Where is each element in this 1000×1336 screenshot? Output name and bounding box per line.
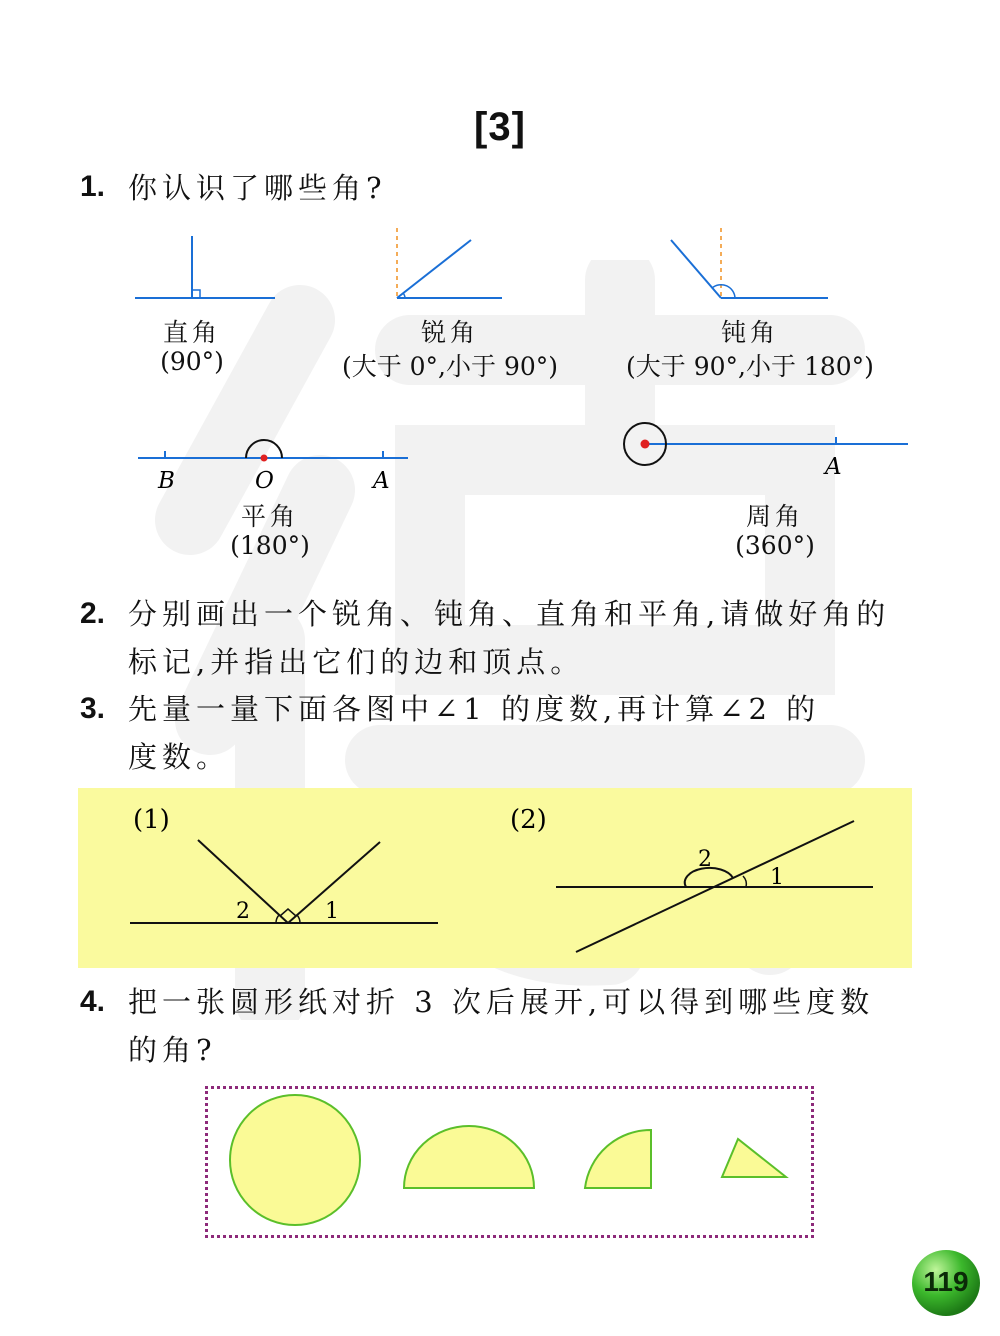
question-2-line-2: 标记,并指出它们的边和顶点。 [128,645,585,679]
question-4-line-2: 的角? [128,1033,217,1067]
eighth-circle-paper [722,1139,786,1177]
right-angle-figure [135,236,275,298]
figure-2-angle-2-label: 2 [698,847,712,872]
quarter-circle-paper [585,1130,651,1188]
paper-folding-shapes [0,1086,1000,1236]
point-b-label: B [158,468,175,490]
figure-1-label: (1) [133,805,170,835]
page-number-badge [910,1248,982,1318]
exercise-3-panel [78,788,912,968]
right-angle-measure: (90°) [160,347,224,376]
exercise-3-figures [78,788,912,968]
question-1-text: 你认识了哪些角? [128,171,387,205]
section-title: [3] [474,105,526,149]
question-2-number: 2. [80,597,106,630]
figure-2 [510,805,873,952]
question-3-line-1: 先量一量下面各图中∠1 的度数,再计算∠2 的 [128,692,821,726]
right-angle-name: 直角 [162,318,221,347]
question-3-number: 3. [80,692,106,725]
point-o-label: O [255,468,274,490]
acute-angle-name: 锐角 [420,318,479,347]
full-angle-point-a-label: A [825,454,842,480]
question-1-number: 1. [80,170,106,203]
acute-angle-measure: (大于 0°,小于 90°) [341,352,559,381]
question-3-line-2: 度数。 [128,740,231,774]
obtuse-angle-figure [671,228,828,298]
question-4-number: 4. [80,985,106,1018]
point-a-label: A [373,468,390,490]
straight-angle-name: 平角 [240,502,299,531]
acute-angle-figure [397,228,502,298]
full-angle-name: 周角 [745,502,804,531]
straight-angle-figure [138,440,408,490]
figure-1 [130,805,438,924]
page-number: 119 [923,1266,969,1297]
question-2-line-1: 分别画出一个锐角、钝角、直角和平角,请做好角的 [128,597,891,631]
figure-1-angle-2-label: 2 [236,899,250,924]
half-circle-paper [404,1126,534,1188]
obtuse-angle-measure: (大于 90°,小于 180°) [626,352,874,381]
obtuse-angle-name: 钝角 [720,318,779,347]
full-angle-figure [624,423,908,480]
figure-2-angle-1-label: 1 [770,865,784,890]
question-4-line-1: 把一张圆形纸对折 3 次后展开,可以得到哪些度数 [128,985,875,1019]
full-angle-measure: (360°) [735,531,815,560]
full-circle-paper [230,1095,360,1225]
figure-1-angle-1-label: 1 [325,899,339,924]
figure-2-label: (2) [510,805,547,835]
straight-angle-measure: (180°) [230,531,310,560]
